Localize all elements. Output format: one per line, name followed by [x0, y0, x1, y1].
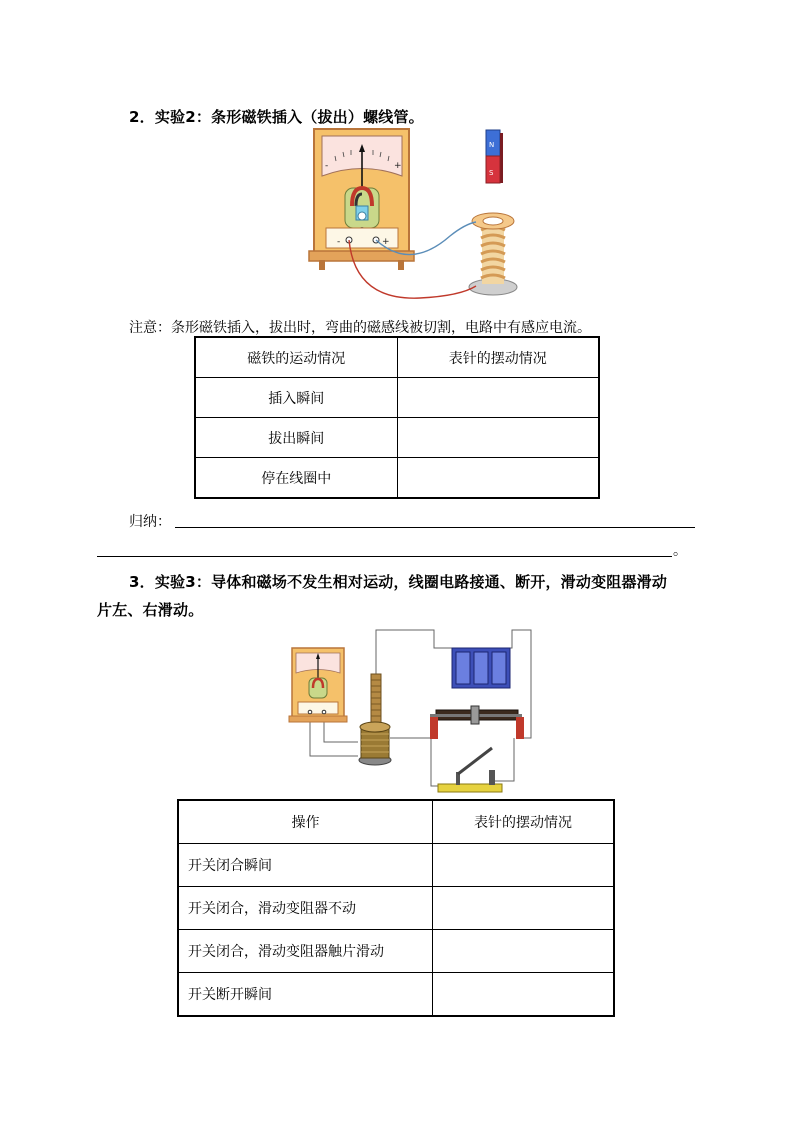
answer-cell[interactable]	[397, 418, 599, 458]
table-cell: 开关闭合瞬间	[178, 844, 433, 887]
table-header-cell: 操作	[178, 800, 433, 844]
table-row	[195, 418, 599, 458]
exp3-heading-line2: 片左、右滑动。	[97, 601, 204, 619]
meter-plus-label: +	[394, 161, 402, 171]
table-cell: 开关闭合，滑动变阻器触片滑动	[178, 930, 433, 973]
table-cell: 开关闭合，滑动变阻器不动	[178, 887, 433, 930]
table-cell: 插入瞬间	[195, 378, 397, 418]
table-header-cell: 表针的摆动情况	[397, 337, 599, 378]
answer-cell[interactable]	[433, 887, 615, 930]
terminal-plus-label: +	[382, 237, 390, 247]
table-row	[178, 844, 614, 887]
summary-label: 归纳：	[129, 514, 171, 530]
exp3-figure	[286, 626, 538, 796]
answer-cell[interactable]	[397, 378, 599, 418]
exp2-table	[194, 336, 600, 499]
table-header-cell: 磁铁的运动情况	[195, 337, 397, 378]
table-row	[195, 378, 599, 418]
meter-minus-label: -	[325, 161, 329, 171]
terminal-minus-label: -	[337, 237, 341, 247]
table-cell: 拔出瞬间	[195, 418, 397, 458]
table-row	[178, 887, 614, 930]
summary-blank-line-1[interactable]	[175, 527, 695, 528]
answer-cell[interactable]	[433, 844, 615, 887]
answer-cell[interactable]	[433, 973, 615, 1017]
table-row	[195, 458, 599, 499]
answer-cell[interactable]	[397, 458, 599, 499]
table-header-cell: 表针的摆动情况	[433, 800, 615, 844]
exp2-figure	[300, 126, 530, 304]
exp2-heading: 2．实验2：条形磁铁插入（拔出）螺线管。	[129, 108, 424, 126]
exp3-heading-line1: 3．实验3：导体和磁场不发生相对运动，线圈电路接通、断开，滑动变阻器滑动	[129, 573, 668, 591]
table-header-row	[178, 800, 614, 844]
table-row	[178, 930, 614, 973]
summary-blank-line-2[interactable]	[97, 556, 672, 557]
summary-end-mark: 。	[673, 543, 687, 559]
magnet-s-label: S	[489, 169, 494, 177]
exp2-note: 注意：条形磁铁插入，拔出时，弯曲的磁感线被切割，电路中有感应电流。	[129, 320, 591, 336]
table-cell: 停在线圈中	[195, 458, 397, 499]
table-row	[178, 973, 614, 1017]
magnet-n-label: N	[489, 141, 495, 149]
table-cell: 开关断开瞬间	[178, 973, 433, 1017]
answer-cell[interactable]	[433, 930, 615, 973]
table-header-row	[195, 337, 599, 378]
exp3-table	[177, 799, 615, 1017]
